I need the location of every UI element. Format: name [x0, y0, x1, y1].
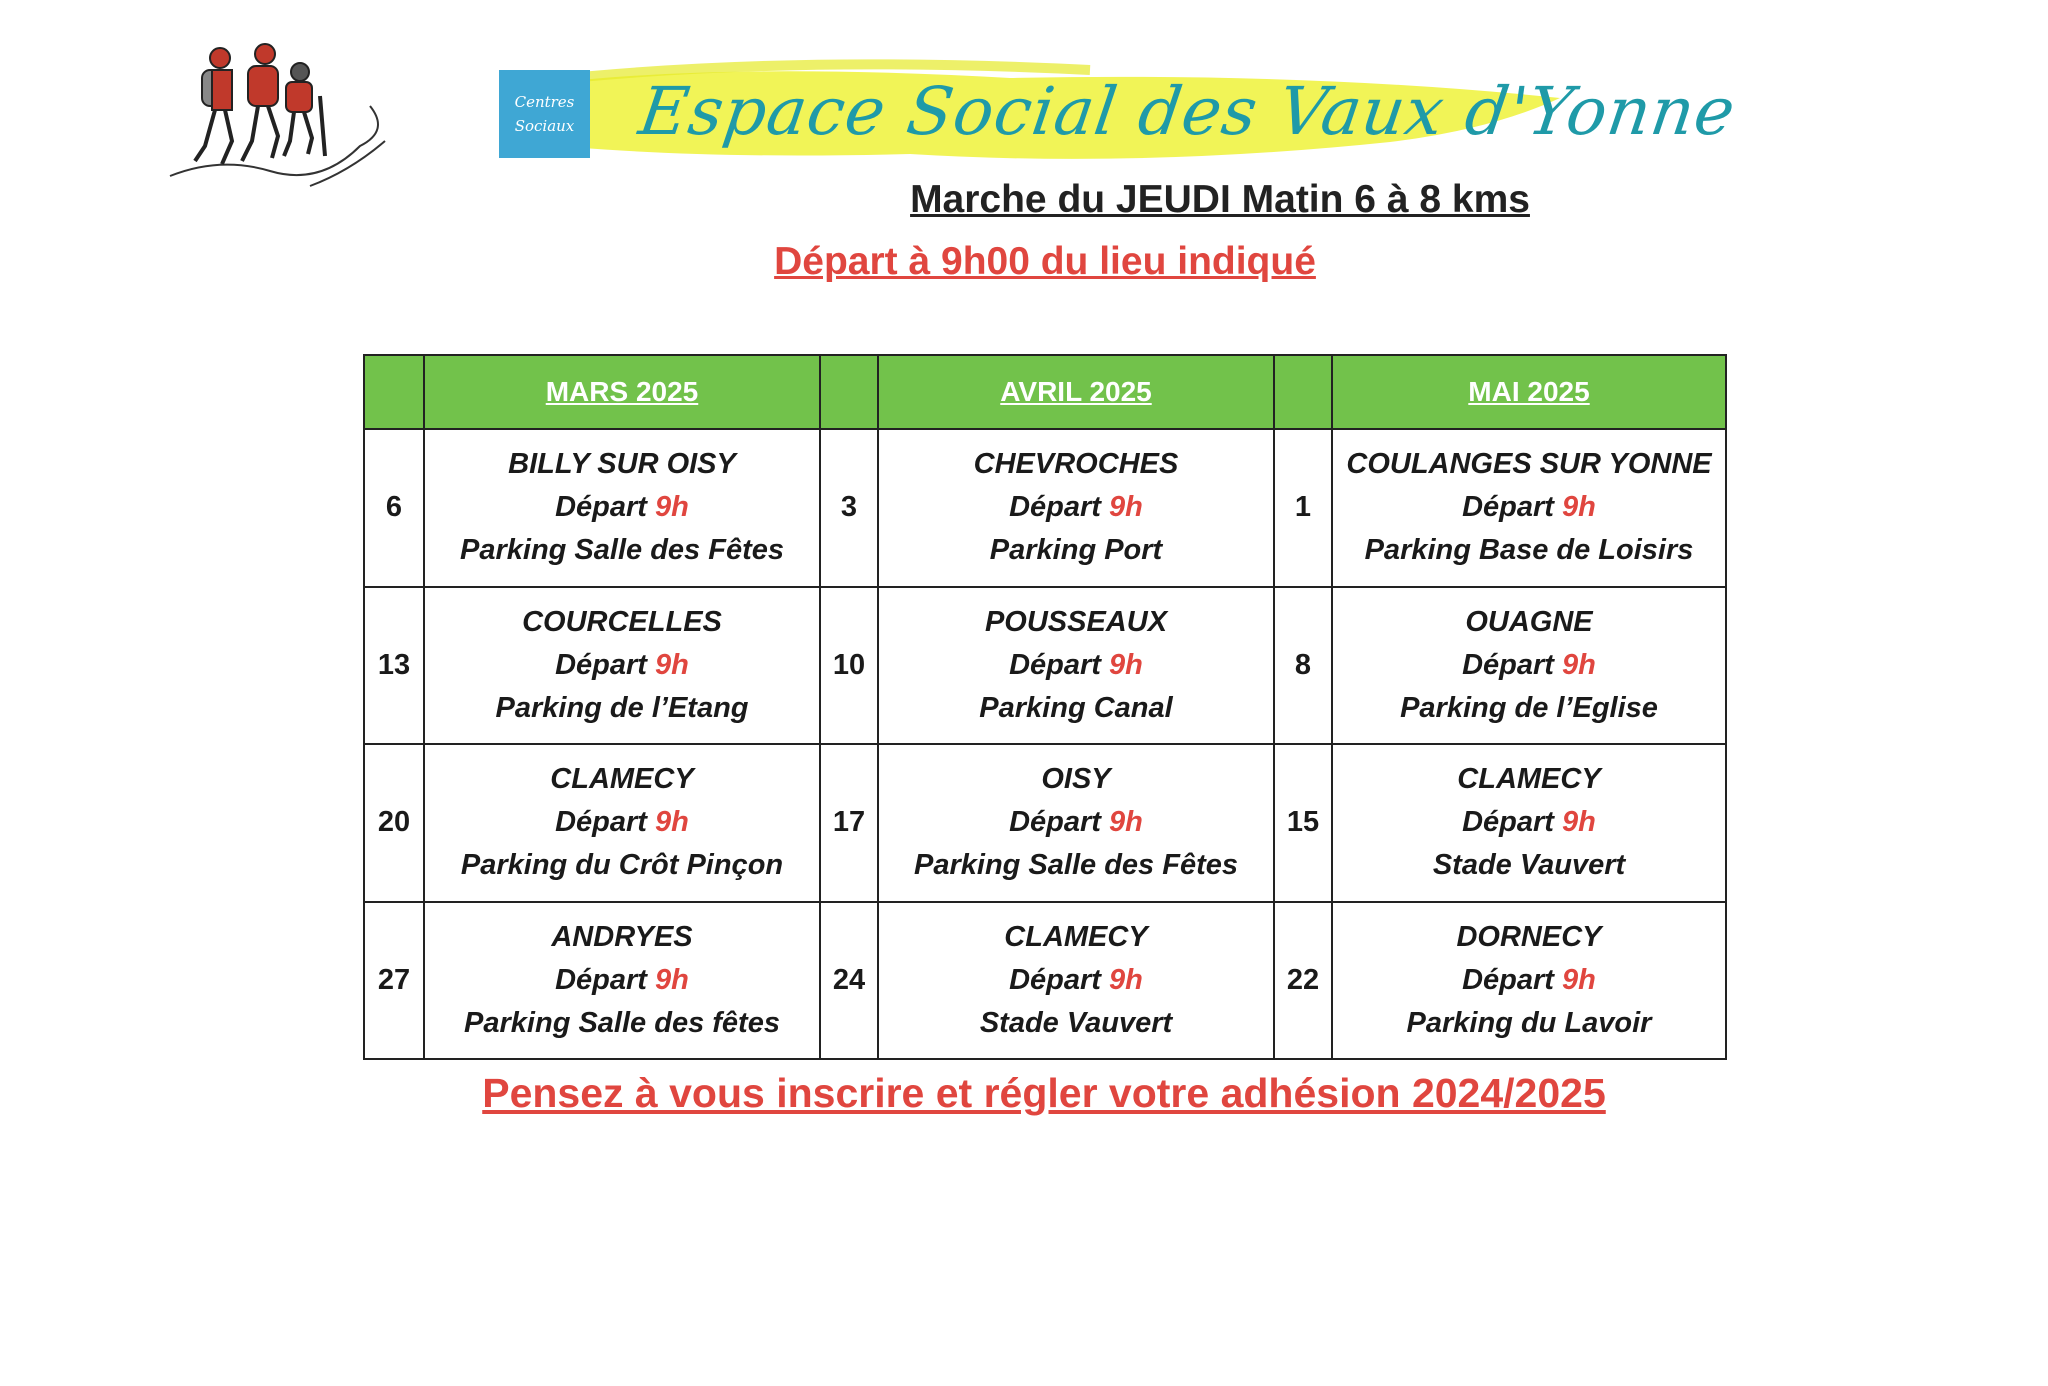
departure-label: Départ	[555, 648, 647, 681]
walk-day: 6	[364, 429, 424, 587]
walk-departure	[879, 959, 1273, 1002]
walk-town: BILLY SUR OISY	[508, 448, 736, 481]
walk-location	[424, 429, 820, 587]
walk-location	[424, 587, 820, 745]
walk-town: CLAMECY	[1004, 920, 1148, 953]
logo-line-2: Sociaux	[514, 117, 575, 135]
walk-parking: Parking Salle des Fêtes	[914, 849, 1238, 882]
departure-time: 9h	[1562, 806, 1596, 839]
departure-time: 9h	[655, 648, 689, 681]
walk-day: 8	[1274, 587, 1332, 745]
walk-parking: Parking du Crôt Pinçon	[460, 849, 784, 882]
walk-town: OUAGNE	[1465, 605, 1593, 638]
departure-label: Départ	[1462, 491, 1554, 524]
centres-sociaux-logo	[499, 70, 590, 158]
walk-day: 1	[1274, 429, 1332, 587]
brand-title: Espace Social des Vaux d'Yonne	[634, 73, 1741, 150]
walk-location	[878, 429, 1274, 587]
departure-label: Départ	[1009, 491, 1101, 524]
month-header: AVRIL 2025	[878, 355, 1274, 429]
walk-parking: Stade Vauvert	[1432, 849, 1626, 882]
departure-time: 9h	[655, 491, 689, 524]
walk-departure	[879, 486, 1273, 529]
walk-parking: Parking Base de Loisirs	[1364, 534, 1694, 567]
departure-time: 9h	[1109, 491, 1143, 524]
departure-time: 9h	[1562, 648, 1596, 681]
walk-departure	[1333, 959, 1725, 1002]
walk-parking: Parking de l’Etang	[495, 691, 749, 724]
walk-day: 27	[364, 902, 424, 1060]
departure-label: Départ	[1009, 648, 1101, 681]
walk-town: OISY	[1041, 763, 1111, 796]
walk-departure	[1333, 644, 1725, 687]
table-row	[364, 429, 1726, 587]
walk-location	[878, 902, 1274, 1060]
walk-parking: Parking Port	[989, 534, 1163, 567]
walk-location	[1332, 902, 1726, 1060]
table-header-row	[364, 355, 1726, 429]
walk-parking: Parking de l’Eglise	[1400, 691, 1658, 724]
header-blank	[1274, 355, 1332, 429]
departure-label: Départ	[1462, 963, 1554, 996]
walk-departure	[425, 959, 819, 1002]
departure-label: Départ	[555, 963, 647, 996]
month-header: MAI 2025	[1332, 355, 1726, 429]
walk-town: CLAMECY	[550, 763, 694, 796]
walk-location	[424, 902, 820, 1060]
walk-parking: Parking Salle des Fêtes	[460, 534, 784, 567]
walk-town: COULANGES SUR YONNE	[1346, 448, 1712, 481]
departure-time: 9h	[1562, 491, 1596, 524]
departure-time: 9h	[655, 963, 689, 996]
departure-time: 9h	[1562, 963, 1596, 996]
table-row	[364, 744, 1726, 902]
header-blank	[364, 355, 424, 429]
walk-day: 3	[820, 429, 878, 587]
walk-town: COURCELLES	[522, 605, 722, 638]
walk-departure	[425, 486, 819, 529]
table-row	[364, 902, 1726, 1060]
table-row	[364, 587, 1726, 745]
departure-note: Départ à 9h00 du lieu indiqué	[774, 240, 1316, 283]
walk-departure	[1333, 486, 1725, 529]
walk-day: 10	[820, 587, 878, 745]
departure-time: 9h	[655, 806, 689, 839]
walk-parking: Parking Salle des fêtes	[464, 1006, 780, 1039]
departure-label: Départ	[555, 491, 647, 524]
walk-departure	[1333, 801, 1725, 844]
walk-day: 20	[364, 744, 424, 902]
walk-departure	[425, 644, 819, 687]
walk-day: 22	[1274, 902, 1332, 1060]
departure-label: Départ	[555, 806, 647, 839]
walk-town: CHEVROCHES	[973, 448, 1179, 481]
membership-reminder: Pensez à vous inscrire et régler votre adhésion 2024/2025	[482, 1070, 1606, 1116]
walk-location	[424, 744, 820, 902]
walk-location	[1332, 744, 1726, 902]
walk-location	[1332, 429, 1726, 587]
walk-parking: Parking du Lavoir	[1406, 1006, 1652, 1039]
walk-town: ANDRYES	[551, 920, 693, 953]
logo-line-1: Centres	[514, 93, 575, 111]
walk-parking: Stade Vauvert	[979, 1006, 1173, 1039]
walk-location	[878, 744, 1274, 902]
walk-day: 13	[364, 587, 424, 745]
walk-day: 24	[820, 902, 878, 1060]
month-header: MARS 2025	[424, 355, 820, 429]
walk-day: 17	[820, 744, 878, 902]
departure-time: 9h	[1109, 963, 1143, 996]
walk-parking: Parking Canal	[979, 691, 1173, 724]
walk-schedule-table	[363, 354, 1727, 1060]
departure-time: 9h	[1109, 648, 1143, 681]
walk-departure	[879, 644, 1273, 687]
walk-departure	[425, 801, 819, 844]
walk-town: CLAMECY	[1457, 763, 1601, 796]
header-blank	[820, 355, 878, 429]
walk-departure	[879, 801, 1273, 844]
departure-label: Départ	[1462, 806, 1554, 839]
departure-time: 9h	[1109, 806, 1143, 839]
walk-town: POUSSEAUX	[984, 605, 1168, 638]
page-subtitle: Marche du JEUDI Matin 6 à 8 kms	[910, 178, 1530, 221]
walk-day: 15	[1274, 744, 1332, 902]
departure-label: Départ	[1009, 806, 1101, 839]
departure-label: Départ	[1009, 963, 1101, 996]
departure-label: Départ	[1462, 648, 1554, 681]
hikers-illustration	[160, 36, 400, 196]
walk-location	[1332, 587, 1726, 745]
walk-town: DORNECY	[1456, 920, 1602, 953]
walk-location	[878, 587, 1274, 745]
